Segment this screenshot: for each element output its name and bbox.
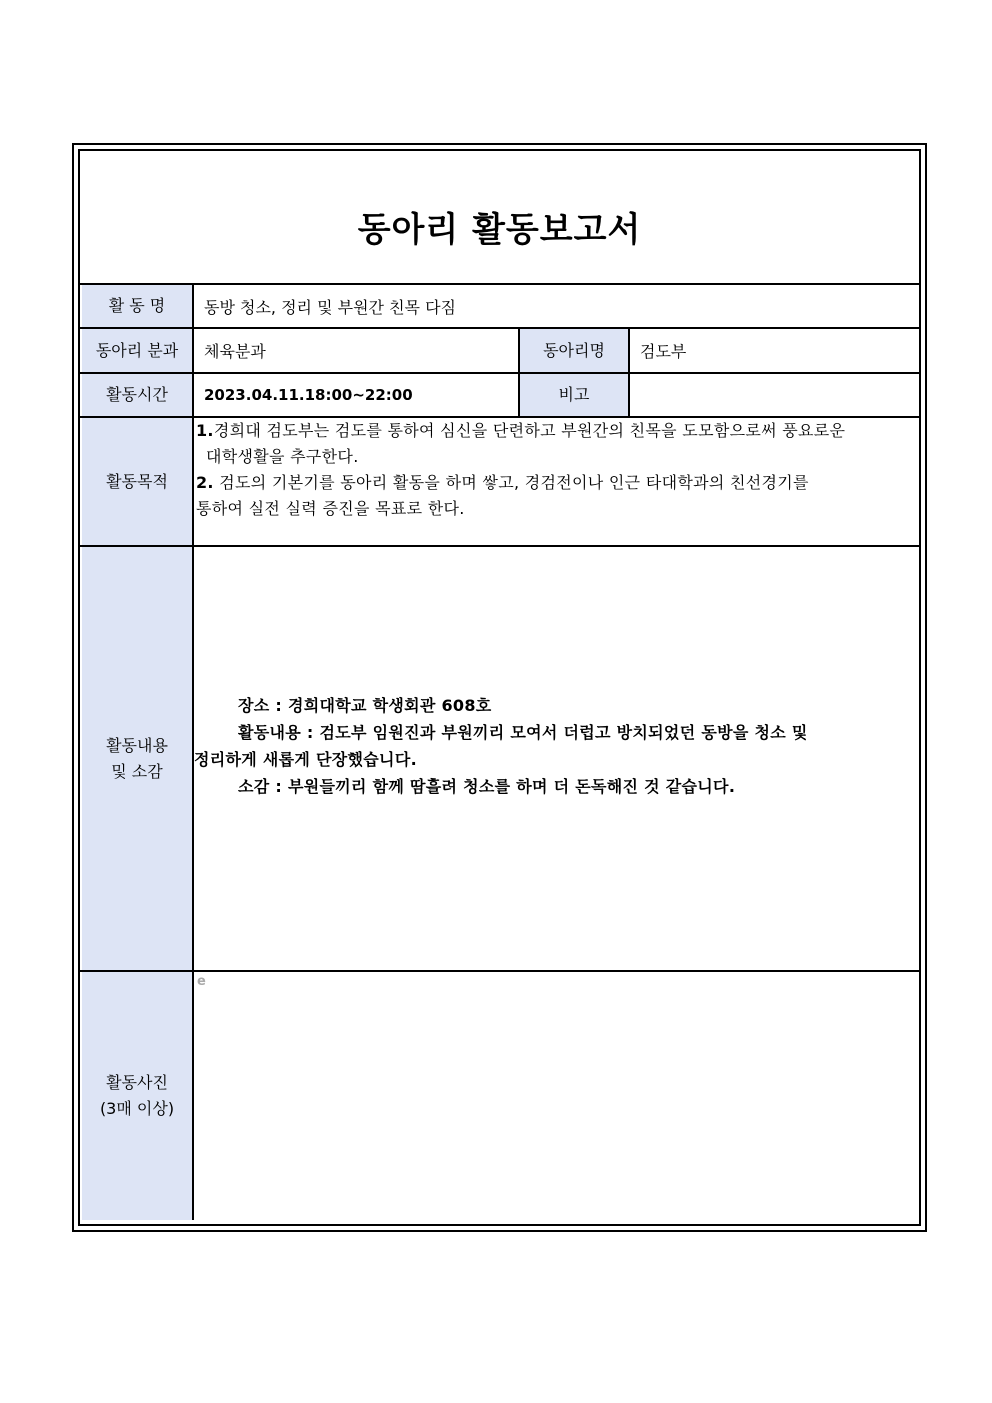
photo-placeholder-mark: e	[197, 974, 206, 989]
page-title: 동아리 활동보고서	[357, 209, 642, 250]
purpose-line-2: 대학생활을 추구한다.	[206, 447, 359, 466]
purpose-num-1: 1.	[196, 421, 214, 440]
purpose-text-1: 경희대 검도부는 검도를 통하여 심신을 단련하고 부원간의 친목을 도모함으로써 풍요로운	[213, 421, 846, 440]
content-place: 장소 : 경희대학교 학생회관 608호	[238, 696, 492, 715]
value-club-name: 검도부	[640, 342, 687, 361]
label-content-line2: 및 소감	[111, 761, 163, 781]
label-photos-line1: 활동사진	[106, 1073, 168, 1092]
value-purpose	[194, 418, 924, 545]
report-outer-border	[72, 143, 927, 1232]
label-content	[82, 547, 192, 970]
value-activity-name: 동방 청소, 정리 및 부원간 친목 다짐	[204, 297, 456, 317]
report-table	[78, 149, 921, 1226]
purpose-num-2: 2.	[196, 473, 214, 492]
label-photos-line2: (3매 이상)	[99, 1099, 175, 1118]
purpose-line-4: 통하여 실전 실력 증진을 목표로 한다.	[196, 499, 465, 518]
content-detail-line1: 활동내용 : 검도부 임원진과 부원끼리 모여서 더럽고 방치되었던 동방을 청소 및	[238, 723, 808, 742]
photo-area	[194, 972, 924, 1220]
purpose-line-3	[196, 470, 924, 496]
label-activity-name: 활 동 명	[82, 285, 192, 327]
value-remarks	[630, 374, 920, 416]
content-detail-line2: 정리하게 새롭게 단장했습니다.	[194, 750, 417, 769]
label-photos	[82, 972, 192, 1220]
value-division: 체육분과	[204, 342, 266, 361]
row-divider	[80, 545, 919, 547]
column-divider	[518, 327, 520, 416]
label-time: 활동시간	[82, 374, 192, 416]
label-purpose: 활동목적	[82, 418, 192, 545]
label-remarks: 비고	[520, 374, 628, 416]
purpose-line-1	[196, 418, 924, 444]
content-impression: 소감 : 부원들끼리 함께 땀흘려 청소를 하며 더 돈독해진 것 같습니다.	[238, 777, 736, 796]
label-division: 동아리 분과	[82, 329, 192, 372]
purpose-text-3: 검도의 기본기를 동아리 활동을 하며 쌓고, 경검전이나 인근 타대학과의 친선경기를	[213, 473, 809, 492]
label-content-line1: 활동내용	[106, 735, 168, 755]
value-time: 2023.04.11.18:00~22:00	[204, 386, 413, 404]
value-content	[194, 692, 924, 800]
label-club-name: 동아리명	[520, 329, 628, 372]
